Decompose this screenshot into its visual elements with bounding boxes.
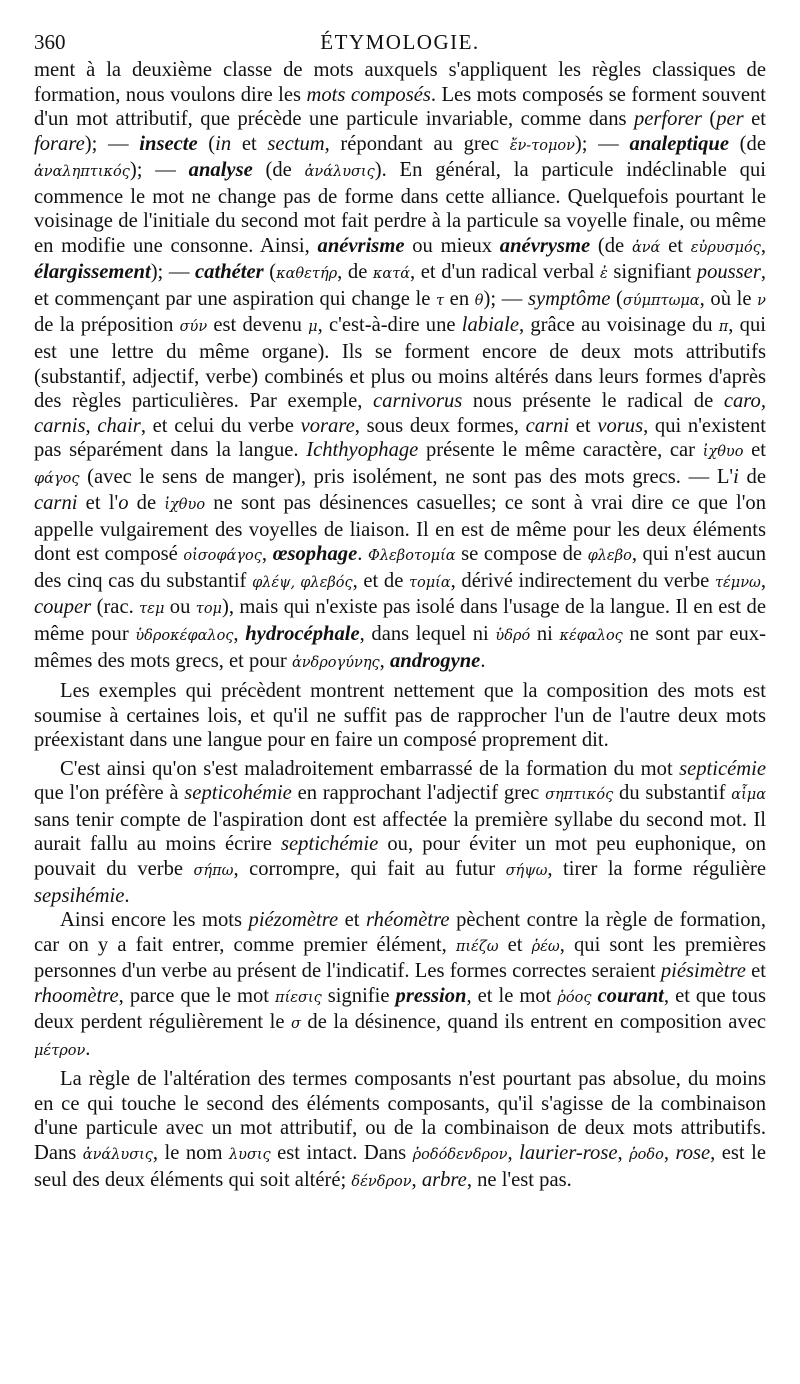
greek-word: φλεβο [587, 548, 632, 565]
text-run: , [379, 649, 390, 672]
italic-term: carni [34, 492, 78, 515]
text-run: (de [729, 132, 766, 155]
emphasized-term: analyse [188, 159, 253, 182]
text-run: du substantif [613, 782, 732, 805]
greek-word: σήψω [505, 862, 548, 879]
greek-word: φλέψ, φλεβός [252, 574, 353, 591]
greek-word: σ [291, 1016, 301, 1033]
greek-word: πιέζω [455, 938, 499, 955]
emphasized-term: cathéter [195, 261, 264, 284]
italic-term: carnivorus [373, 390, 463, 413]
text-run: , [760, 569, 766, 592]
text-run: . [357, 543, 368, 566]
greek-word: οἰσοφάγος [183, 548, 262, 565]
page-number: 360 [34, 30, 66, 54]
text-run: et [660, 234, 691, 257]
text-run: C'est ainsi qu'on s'est maladroitement embarrassé de la formation du mot [60, 757, 680, 780]
greek-word: ὑδρό [495, 628, 531, 645]
greek-word: μέτρον [34, 1042, 86, 1059]
text-run: et [498, 933, 532, 956]
text-run: ). En général, la particule indéclinable qui commence le mot ne change pas de forme dans cette alliance. Quelquefois pourtant le voisinage de l'initiale du second mot fait perdre à la particule sa voyelle finale, ou même en modifie une consonne. Ainsi, [34, 159, 766, 257]
text-run: et [569, 414, 598, 437]
text-run: ); — [483, 287, 528, 310]
text-run: sans tenir compte de l'aspiration dont est affectée la première syllabe du second mot. Il aurait fallu au moins écrire [34, 808, 766, 856]
greek-word: π [718, 319, 729, 336]
text-run: , [617, 1141, 630, 1164]
text-run: , qui n'est aucun des cinq cas du substantif [34, 543, 767, 592]
text-run: est devenu [207, 314, 309, 337]
greek-word: ἀνάλυσις [82, 1146, 153, 1163]
text-run: , et de [352, 569, 409, 592]
greek-word: σηπτικός [545, 787, 614, 804]
emphasized-term: œsophage [272, 543, 358, 566]
text-run: ne sont par eux-mêmes des mots grecs, et pour [34, 623, 766, 672]
text-run: , c'est-à-dire une [317, 314, 462, 337]
text-run: . [85, 1037, 91, 1060]
text-run: et [743, 108, 766, 131]
text-run: . Les mots composés se forment souvent d'un mot attributif, que précède une particule invariable, comme dans [34, 83, 766, 131]
italic-term: couper [34, 596, 92, 619]
italic-term: piézomètre [248, 909, 339, 932]
greek-word: αἷμα [731, 787, 766, 804]
text-run: de [738, 465, 766, 488]
text-run: , dérivé indirectement du verbe [450, 569, 715, 592]
greek-word: ῥοδόδενδρον [412, 1146, 508, 1163]
text-run: nous présente le radical de [462, 390, 724, 413]
italic-term: labiale [461, 314, 519, 337]
emphasized-term: anévrisme [317, 234, 405, 257]
greek-word: τέμνω [714, 574, 761, 591]
text-run: , [760, 234, 766, 257]
text-run: ); — [84, 132, 140, 155]
text-run: et [338, 909, 367, 932]
text-run: La règle de l'altération des termes composants n'est pourtant pas absolue, du moins en ce qui touche le second des éléments composants, qu'il s'agisse de la combinaison d'une particule avec un mot attributif, ou de la combinaison de deux mots attributifs. Dans [34, 1068, 766, 1164]
text-run: et l' [77, 492, 119, 515]
text-run: , corrompre, qui fait au futur [233, 857, 506, 880]
text-run: en [444, 287, 475, 310]
greek-word: ἔν-τομον [509, 137, 575, 154]
emphasized-term: pression [395, 984, 467, 1007]
text-run: , sous deux formes, [354, 414, 526, 437]
text-run: et [743, 439, 767, 462]
text-run: ); — [574, 132, 630, 155]
greek-word: ἑ [600, 266, 608, 283]
text-run: ( [263, 261, 277, 284]
italic-term: o [118, 492, 129, 515]
paragraph-5 [34, 1067, 766, 1194]
greek-word: τ [436, 292, 445, 309]
greek-word: ὑδροκέφαλος [135, 628, 234, 645]
text-run: de la préposition [34, 314, 180, 337]
text-run: (de [590, 234, 632, 257]
greek-word: σύμπτωμα [622, 292, 700, 309]
italic-term: sepsihémie [34, 884, 125, 907]
text-run: ou mieux [404, 234, 500, 257]
emphasized-term: insecte [139, 132, 198, 155]
text-run: est intact. Dans [270, 1141, 413, 1164]
text-run: , [85, 414, 98, 437]
paragraph-3 [34, 757, 766, 908]
greek-word: σήπω [193, 862, 234, 879]
text-run: signifiant [607, 261, 697, 284]
italic-term: chair [97, 414, 141, 437]
text-run: de [128, 492, 165, 515]
emphasized-term: courant [597, 984, 664, 1007]
greek-word: ῥόος [557, 989, 592, 1006]
text-run: Ainsi encore les mots [60, 909, 249, 932]
italic-term: Ichthyophage [306, 439, 419, 462]
text-run: , grâce au voisinage du [518, 314, 719, 337]
text-run: , de [337, 261, 373, 284]
text-run: , [261, 543, 273, 566]
italic-term: rhéomètre [366, 909, 450, 932]
text-run: , et celui du verbe [140, 414, 301, 437]
italic-term: piésimètre [660, 960, 746, 983]
text-run: (avec le sens de manger), pris isolément, ne sont pas des mots grecs. — L' [79, 465, 734, 488]
greek-word: ῥέω [531, 938, 560, 955]
text-run: (de [252, 159, 305, 182]
text-run: ); — [129, 159, 189, 182]
italic-term: per [716, 108, 744, 131]
body-text [34, 58, 766, 1194]
emphasized-term: analeptique [629, 132, 729, 155]
greek-word: ν [757, 292, 766, 309]
italic-term: vorus [597, 414, 644, 437]
text-run: en rapprochant l'adjectif grec [291, 782, 546, 805]
greek-word: κατά [372, 266, 411, 283]
greek-word: καθετήρ [276, 266, 338, 283]
greek-word: τομ [195, 601, 222, 618]
text-run: , [507, 1141, 520, 1164]
text-run: . [480, 649, 486, 672]
italic-term: arbre [421, 1168, 467, 1191]
text-run: et [745, 960, 766, 983]
italic-term: septichémie [281, 833, 379, 856]
italic-term: carni [525, 414, 570, 437]
text-run: ment à la deuxième classe de mots auxquels s'appliquent les règles classiques de formation, nous voulons dire les [34, 59, 766, 106]
italic-term: caro, carnis [34, 390, 766, 437]
text-run: , répondant au grec [324, 132, 510, 155]
greek-word: τομία [408, 574, 451, 591]
italic-term: i [733, 465, 739, 488]
greek-word: τεμ [139, 601, 165, 618]
italic-term: rose [675, 1141, 711, 1164]
text-run: , qui sont les premières personnes d'un verbe au présent de l'indicatif. Les formes correctes seraient [34, 933, 767, 983]
italic-term: in [215, 132, 232, 155]
greek-word: ἀνά [631, 239, 661, 256]
greek-word: Φλεβοτομία [367, 548, 456, 565]
emphasized-term: élargissement [34, 261, 151, 284]
paragraph-4 [34, 908, 766, 1063]
text-run: , qui n'existent pas séparément dans la langue. [34, 414, 766, 462]
italic-term: laurier-rose [519, 1141, 618, 1164]
italic-term: perforer [633, 108, 702, 131]
emphasized-term: hydrocéphale [245, 623, 360, 646]
text-run: se compose de [455, 543, 588, 566]
greek-word: κέφαλος [559, 628, 623, 645]
greek-word: ἀναληπτικός [34, 164, 130, 181]
text-run: , et d'un radical verbal [410, 261, 601, 284]
text-run: , et commençant par une aspiration qui change le [34, 261, 766, 310]
running-title: ÉTYMOLOGIE. [320, 30, 480, 54]
italic-term: septicohémie [184, 782, 292, 805]
emphasized-term: androgyne [389, 649, 481, 672]
italic-term: mots composés [306, 83, 431, 106]
paragraph-2 [34, 679, 766, 753]
text-run: , parce que le mot [118, 984, 276, 1007]
greek-word: σύν [179, 319, 208, 336]
text-run: , est le seul des deux éléments qui soit altéré; [34, 1141, 766, 1191]
text-run: ( [701, 108, 717, 131]
text-run: ou, pour éviter un mot peu euphonique, on pouvait du verbe [34, 833, 766, 880]
greek-word: φάγος [34, 470, 80, 487]
page-header [34, 22, 766, 58]
greek-word: ἰχθυο [702, 444, 744, 461]
text-run: , ne l'est pas. [466, 1168, 572, 1191]
text-run: que l'on préfère à [34, 782, 185, 805]
text-run: (rac. [91, 596, 140, 619]
text-run: , tirer la forme régulière [547, 857, 766, 880]
text-run: , [663, 1141, 676, 1164]
greek-word: ἀνάλυσις [304, 164, 375, 181]
text-run: , qui est une lettre du même organe). Ils se forment encore de deux mots attributifs (substantif, adjectif, verbe) combinés et plus ou moins altérés dans leurs formes d'après des règles particulières. Par exemple, [34, 314, 766, 413]
greek-word: ἰχθυο [164, 497, 206, 514]
italic-term: forare [34, 132, 85, 155]
text-run: ou [164, 596, 196, 619]
text-run: , où le [699, 287, 758, 310]
greek-word: πίεσις [275, 989, 322, 1006]
italic-term: septicémie [679, 757, 766, 780]
text-run: ( [197, 132, 216, 155]
greek-word: λυσις [228, 1146, 271, 1163]
italic-term: pousser [696, 261, 761, 284]
text-run: , [233, 623, 246, 646]
text-run: . [124, 884, 130, 907]
text-run: , et le mot [466, 984, 558, 1007]
text-run: ( [610, 287, 623, 310]
text-run: , [411, 1168, 422, 1191]
text-run: , dans lequel ni [359, 623, 496, 646]
text-run: , et que tous deux perdent régulièrement le [34, 984, 766, 1034]
greek-word: ῥοδο [629, 1146, 664, 1163]
text-run: signifie [321, 984, 396, 1007]
paragraph-1 [34, 58, 766, 675]
text-run: ); — [150, 261, 196, 284]
emphasized-term: anévrysme [499, 234, 591, 257]
italic-term: sectum [267, 132, 325, 155]
text-run: pèchent contre la règle de formation, car on y a fait entrer, comme premier élément, [34, 909, 766, 956]
italic-term: vorare [300, 414, 355, 437]
greek-word: εὐρυσμός [690, 239, 761, 256]
text-run: Les exemples qui précèdent montrent nettement que la composition des mots est soumise à certaines lois, et qu'il ne suffit pas de rapprocher l'un de l'autre deux mots préexistant dans une langue pour en faire un composé proprement dit. [34, 680, 766, 752]
text-run: présente le même caractère, car [418, 439, 703, 462]
greek-word: θ [474, 292, 484, 309]
text-run: ni [530, 623, 560, 646]
greek-word: μ [308, 319, 318, 336]
text-run: ), mais qui n'existe pas isolé dans l'usage de la langue. Il en est de même pour [34, 596, 766, 646]
text-run: de la désinence, quand ils entrent en composition avec [300, 1011, 766, 1034]
italic-term: rhoomètre [34, 984, 119, 1007]
text-run: , le nom [152, 1141, 229, 1164]
greek-word: δένδρον [351, 1173, 412, 1190]
text-run: et [231, 132, 268, 155]
italic-term: symptôme [528, 287, 611, 310]
greek-word: ἀνδρογύνης [291, 654, 380, 671]
text-run: ne sont pas désinences casuelles; ce sont à vrai dire ce que l'on appelle vulgairement des voyelles de liaison. Il en est de même pour les deux éléments dont est composé [34, 492, 767, 566]
